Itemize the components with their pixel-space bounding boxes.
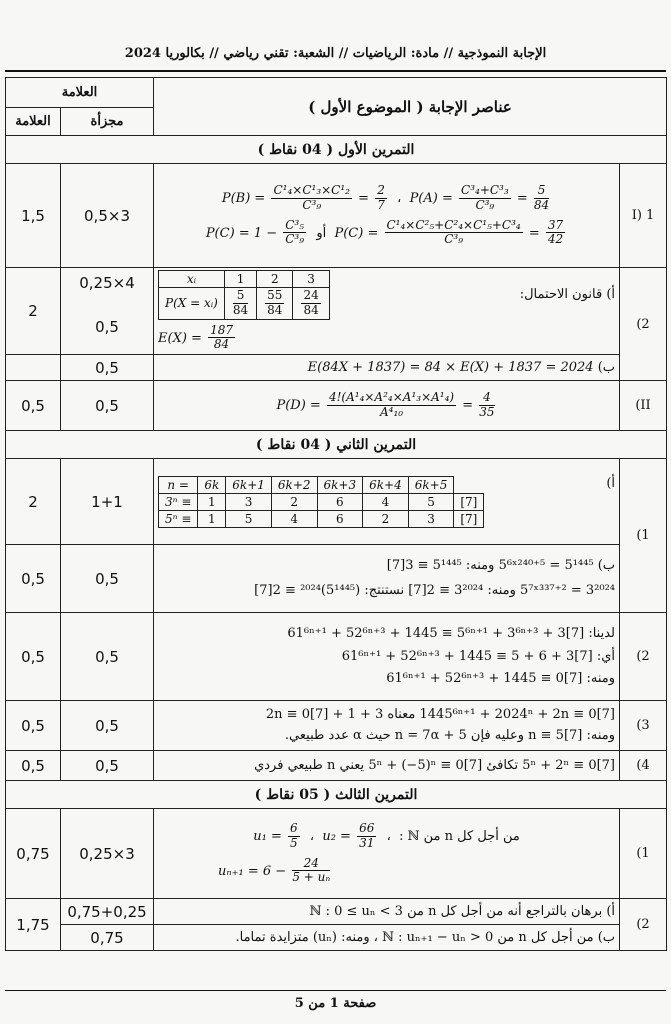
row-r10b bbox=[6, 925, 667, 951]
content: ب) 5¹⁴⁴⁵ = 5⁶ˣ²⁴⁰⁺⁵ ومنه: 5¹⁴⁴⁵ ≡ 3[7] 3²⁰²⁴ = 5⁷ˣ³³⁷⁺² ومنه: 3²⁰²⁴ ≡ 2[7] نستنتج: (5¹⁴⁴⁵)²⁰²⁴ ≡ 2[7] bbox=[154, 545, 620, 613]
question-number: 2) bbox=[620, 268, 667, 381]
row-r9 bbox=[6, 809, 667, 899]
grade-header: العلامة bbox=[6, 78, 154, 108]
section-ex1: التمرين الأول ( 04 نقاط ) bbox=[6, 136, 667, 164]
elements-header: عناصر الإجابة ( الموضوع الأول ) bbox=[154, 78, 667, 136]
content: P(D) = $\frac{\text{4!(A¹₄×A²₄×A¹₃×A¹₄)}}{\text{A⁴₁₀}}$ = $\frac{4}{35}$ bbox=[154, 381, 620, 431]
row-r2b bbox=[6, 355, 667, 381]
question-number: 1) bbox=[620, 459, 667, 613]
question-number: 4) bbox=[620, 751, 667, 781]
row-r5 bbox=[6, 545, 667, 613]
page-footer: صفحة 1 من 5 bbox=[294, 996, 377, 1011]
total-mark: 2 bbox=[6, 268, 61, 355]
law-table: xᵢ 1 2 3 P(X = xᵢ) $\frac{5}{84}$ $\frac{55}{84}$ $\frac{24}{84}$ bbox=[158, 270, 330, 320]
section-ex3: التمرين الثالث ( 05 نقاط ) bbox=[6, 781, 667, 809]
content: 1445⁶ⁿ⁺¹ + 2024ⁿ + 2n ≡ 0[7] معناه 3 + 1 + 2n ≡ 0[7] ومنه: n ≡ 5[7] وعليه فإن n = 7α + 5 حيث α عدد طبيعي. bbox=[154, 701, 620, 751]
answer-table bbox=[5, 77, 667, 951]
partial-header: مجزأة bbox=[61, 108, 154, 136]
total-mark: 0,5 bbox=[6, 701, 61, 751]
partial-mark: 0,75 bbox=[61, 925, 154, 951]
total-header: العلامة bbox=[6, 108, 61, 136]
row-r1 bbox=[6, 164, 667, 268]
partial-mark: 0,5 bbox=[61, 355, 154, 381]
question-number: I) 1 bbox=[620, 164, 667, 268]
content: P(B) = $\frac{\text{C¹₄×C¹₃×C¹₂}}{\text{C³₉}}$ = $\frac{2}{7}$ ، P(A) = $\frac{\text{C³₄+C³₃}}{\text{C³₉}}$ = $\frac{5}{84}$ P(C) = 1 − $\frac{\text{C³₅}}{\text{C³₉}}$ أو P(C) = $\frac{\text{C¹₄×C²₅+C²₄×C¹₅+C³₄}}{\text{C³₉}}$ = $\frac{37}{42}$ bbox=[154, 164, 620, 268]
row-r4 bbox=[6, 459, 667, 545]
total-mark: 2 bbox=[6, 459, 61, 545]
total-mark: 0,5 bbox=[6, 381, 61, 431]
partial-mark: 0,5 bbox=[61, 545, 154, 613]
section-ex2: التمرين الثاني ( 04 نقاط ) bbox=[6, 431, 667, 459]
partial-mark: 0,5 bbox=[61, 613, 154, 701]
congruence-table: n = 6k 6k+1 6k+2 6k+3 6k+4 6k+5 3ⁿ ≡ 1 3 2 6 4 5 [7] 5ⁿ ≡ 1 5 4 6 2 3 [7] bbox=[158, 476, 484, 528]
total-mark: 0,75 bbox=[6, 809, 61, 899]
row-r3 bbox=[6, 381, 667, 431]
content: 5ⁿ + 2ⁿ ≡ 0[7] تكافئ 5ⁿ + (−5)ⁿ ≡ 0[7] يعني n طبيعي فردي bbox=[154, 751, 620, 781]
total-mark: 1,75 bbox=[6, 899, 61, 951]
law-label: أ) قانون الاحتمال: bbox=[519, 287, 616, 303]
row-r8 bbox=[6, 751, 667, 781]
partial-mark: 0,5×3 bbox=[61, 164, 154, 268]
row-r10a bbox=[6, 899, 667, 925]
content: أ) برهان بالتراجع أنه من أجل كل n من ℕ : 0 ≤ uₙ < 3 bbox=[154, 899, 620, 925]
question-number: II) bbox=[620, 381, 667, 431]
content: ب) E(84X + 1837) = 84 × E(X) + 1837 = 2024 bbox=[154, 355, 620, 381]
bottom-rule bbox=[5, 990, 666, 991]
content: لدينا: 61⁶ⁿ⁺¹ + 52⁶ⁿ⁺³ + 1445 ≡ 5⁶ⁿ⁺¹ + 3⁶ⁿ⁺³ + 3[7] أي: 61⁶ⁿ⁺¹ + 52⁶ⁿ⁺³ + 1445 ≡ 5 + 6 + 3[7] ومنه: 61⁶ⁿ⁺¹ + 52⁶ⁿ⁺³ + 1445 ≡ 0[7] bbox=[154, 613, 620, 701]
content: أ) n = 6k 6k+1 6k+2 6k+3 6k+4 6k+5 3ⁿ ≡ 1 3 2 6 4 5 [7] 5ⁿ ≡ 1 5 4 6 2 3 [7] bbox=[154, 459, 620, 545]
row-r2 bbox=[6, 268, 667, 355]
question-number: 3) bbox=[620, 701, 667, 751]
total-mark: 0,5 bbox=[6, 545, 61, 613]
page-header: الإجابة النموذجية // مادة: الرياضيات // الشعبة: تقني رياضي // بكالوريا 2024 bbox=[124, 46, 547, 61]
content: أ) قانون الاحتمال: xᵢ 1 2 3 P(X = xᵢ) $\frac{5}{84}$ $\frac{55}{84}$ $\frac{24}{84}$ E(X) = $\frac{187}{84}$ bbox=[154, 268, 620, 355]
question-number: 2) bbox=[620, 613, 667, 701]
partial-mark: 0,75+0,25 bbox=[61, 899, 154, 925]
partial-mark: 1+1 bbox=[61, 459, 154, 545]
row-r6 bbox=[6, 613, 667, 701]
content: ب) من أجل كل n من ℕ : uₙ₊₁ − uₙ > 0 ، ومنه: (uₙ) متزايدة تماما. bbox=[154, 925, 620, 951]
content: من أجل كل n من ℕ : ، u₂ = $\frac{66}{31}$ ، u₁ = $\frac{6}{5}$ uₙ₊₁ = 6 − $\frac{24}{\text{5 + uₙ}}$ bbox=[154, 809, 620, 899]
top-rule bbox=[5, 70, 666, 72]
row-r7 bbox=[6, 701, 667, 751]
partial-marks: 0,25×4 0,5 bbox=[61, 268, 154, 355]
question-number: 2) bbox=[620, 899, 667, 951]
partial-mark: 0,5 bbox=[61, 381, 154, 431]
total-mark: 0,5 bbox=[6, 613, 61, 701]
total-mark: 0,5 bbox=[6, 751, 61, 781]
partial-mark: 0,25×3 bbox=[61, 809, 154, 899]
question-number: 1) bbox=[620, 809, 667, 899]
partial-mark: 0,5 bbox=[61, 701, 154, 751]
total-mark: 1,5 bbox=[6, 164, 61, 268]
partial-mark: 0,5 bbox=[61, 751, 154, 781]
